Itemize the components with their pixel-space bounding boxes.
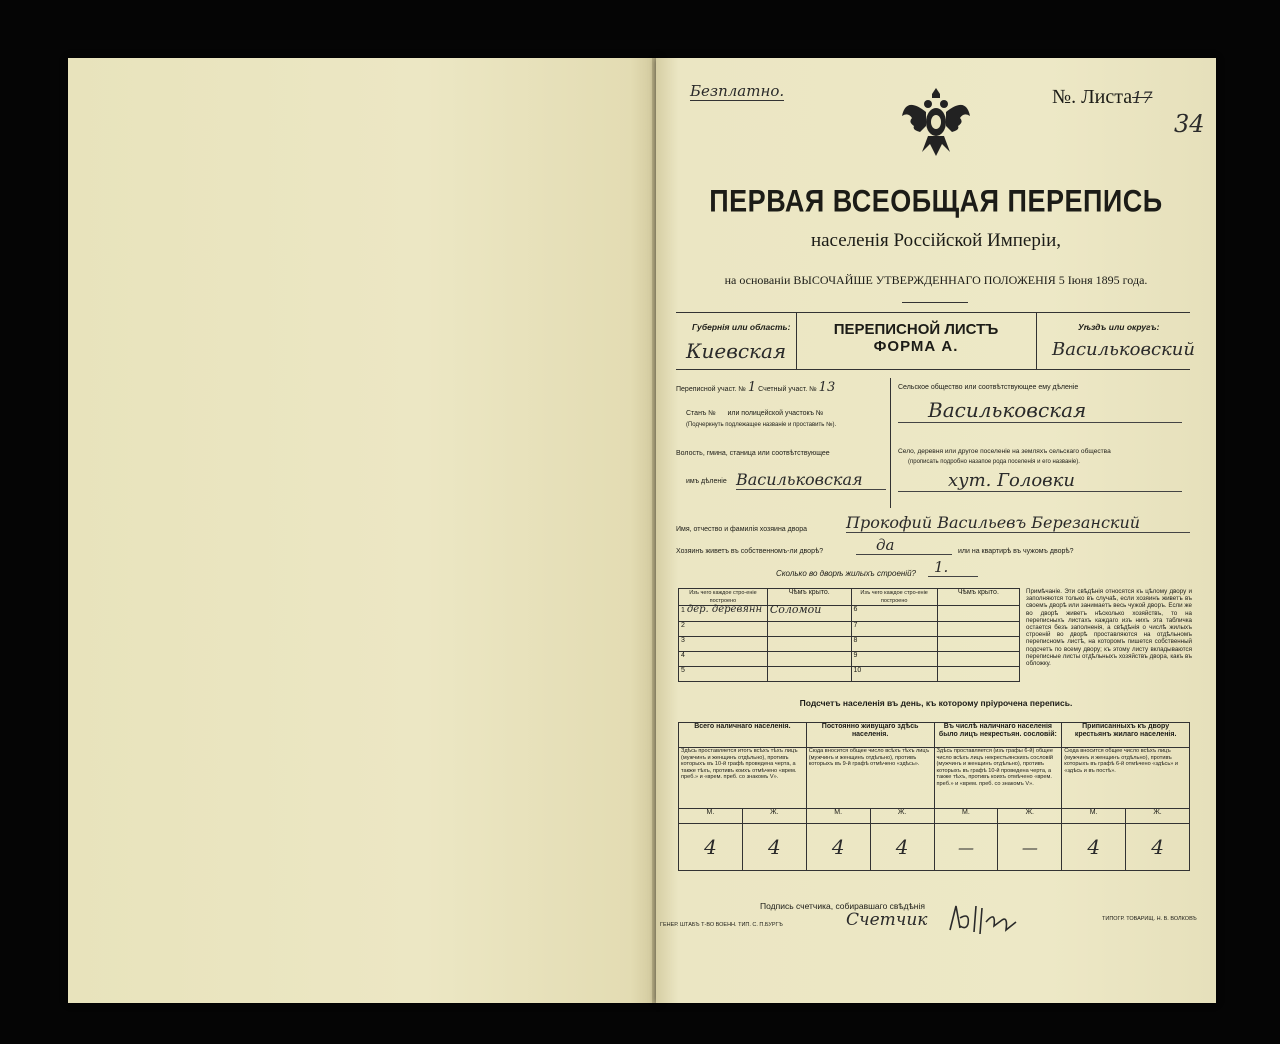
peasant-male-value: 4 xyxy=(1062,824,1126,871)
nonpeasant-female-value: — xyxy=(998,824,1062,871)
owner-lives-value: да xyxy=(856,536,952,555)
village-value: хут. Головки xyxy=(898,470,1182,492)
table-row: 5 10 xyxy=(679,667,1020,682)
col-desc: Сюда вносится общее число всѣхъ лицъ (мужчинъ и женщинъ отдѣльно), противъ которыхъ въ графѣ 6-й отмѣчено «здѣсь» и «здѣсь и въ постѣ». xyxy=(1062,748,1190,809)
page-title: ПЕРВАЯ ВСЕОБЩАЯ ПЕРЕПИСЬ xyxy=(709,183,1163,219)
left-blank-page xyxy=(68,58,660,1003)
legal-basis: на основаніи ВЫСОЧАЙШЕ УТВЕРЖДЕННАГО ПОЛОЖЕНІЯ 5 Іюня 1895 года. xyxy=(724,273,1148,287)
population-heads xyxy=(679,723,1190,748)
male-label: М. xyxy=(934,809,998,824)
society-value: Васильковская xyxy=(898,398,1182,423)
permanent-female-value: 4 xyxy=(870,824,934,871)
total-male-value: 4 xyxy=(679,824,743,871)
sex-labels-row xyxy=(679,809,1190,824)
district-label: Уѣздъ или округъ: xyxy=(1078,322,1160,332)
male-label: М. xyxy=(1062,809,1126,824)
male-label: М. xyxy=(806,809,870,824)
camp-note: (Подчеркнуть подлежащее названіе и проставить №). xyxy=(686,422,837,428)
form-title-cell xyxy=(796,313,1037,369)
society-label: Сельское общество или соотвѣтствующее ему дѣленіе xyxy=(898,384,1079,391)
province-label: Губернія или область: xyxy=(692,322,791,332)
handwritten-sheet-number: 34 xyxy=(1174,110,1205,138)
settlement-block xyxy=(898,378,1188,508)
census-form-page xyxy=(656,58,1216,1003)
volost-label-2: имъ дѣленіе xyxy=(686,478,727,485)
population-title: Подсчетъ населенія въ день, къ которому пріурочена перепись. xyxy=(799,698,1073,708)
owner-rent-label: или на квартирѣ въ чужомъ дворѣ? xyxy=(958,548,1074,555)
col-head-permanent: Постоянно живущаго здѣсь населенія. xyxy=(806,723,934,748)
col-head-total: Всего наличнаго населенія. xyxy=(679,723,807,748)
volost-value: Васильковская xyxy=(736,470,886,490)
female-label: Ж. xyxy=(998,809,1062,824)
nonpeasant-male-value: — xyxy=(934,824,998,871)
col-head-peasant: Приписанныхъ къ двору крестьянъ жилаго населенія. xyxy=(1062,723,1190,748)
signature-scribble xyxy=(946,900,1026,940)
form-subtitle: ФОРМА А. xyxy=(873,338,959,355)
district-cell xyxy=(1036,313,1195,369)
female-label: Ж. xyxy=(1126,809,1190,824)
col-desc: Здѣсь проставляется (изъ графы 6-й) общее число всѣхъ лицъ некрестьянскихъ сословій (мужчинъ и женщинъ отдѣльно), противъ которыхъ въ графѣ 10-й проведена черта, а также тѣхъ, противъ коихъ отмѣчено «врем. преб.» и «врем. преб. со знакомъ V». xyxy=(934,748,1062,809)
table-row: 4 9 xyxy=(679,652,1020,667)
header-material: Изъ чего каждое стро-еніе построено xyxy=(679,589,768,606)
roof-value: Соломой xyxy=(767,606,851,622)
population-values-row xyxy=(679,824,1190,871)
col-desc: Сюда вносится общее число всѣхъ тѣхъ лицъ (мужчинъ и женщинъ отдѣльно), противъ которыхъ въ 9-й графѣ отмѣчено «здѣсь». xyxy=(806,748,934,809)
location-block xyxy=(676,378,891,508)
header-material-2: Изъ чего каждое стро-еніе построено xyxy=(851,589,937,606)
village-label: Село, деревня или другое поселеніе на земляхъ сельскаго общества xyxy=(898,448,1111,455)
free-label: Безплатно. xyxy=(690,82,785,100)
volost-label: Волость, гмина, станица или соотвѣтствующее xyxy=(676,450,830,457)
imperial-eagle-emblem xyxy=(898,82,974,162)
owner-lives-label: Хозяинъ живетъ въ собственномъ-ли дворѣ? xyxy=(676,548,824,555)
total-female-value: 4 xyxy=(742,824,806,871)
printer-imprint-right: ТИПОГР. ТОВАРИЩ. Н. В. ВОЛКОВЪ xyxy=(1102,916,1197,922)
signature-label: Подпись счетчика, собиравшаго свѣдѣнія xyxy=(760,901,925,911)
camp-line: Станъ № или полицейской участокъ № xyxy=(686,410,824,417)
sheet-number: №. Листа17 xyxy=(1052,86,1153,108)
province-cell xyxy=(676,313,797,369)
printer-imprint-left: ГЕНЕР. ШТАБЪ Т-ВО ВОЕНН. ТИП. С. П.БУРГЪ xyxy=(660,922,783,928)
signature-value: Счетчик xyxy=(846,910,928,930)
owner-name-value: Прокофий Васильевъ Березанский xyxy=(846,513,1190,533)
header-roof-2: Чѣмъ крыто. xyxy=(937,589,1019,606)
buildings-count-value: 1. xyxy=(928,558,978,577)
divider xyxy=(902,302,968,303)
section-line: Переписной участ. № 1 Счетный участ. № 13 xyxy=(676,380,836,395)
form-title: ПЕРЕПИСНОЙ ЛИСТЪ xyxy=(833,321,999,338)
district-value: Васильковский xyxy=(1052,339,1195,360)
female-label: Ж. xyxy=(870,809,934,824)
buildings-table-header xyxy=(679,589,1020,606)
female-label: Ж. xyxy=(742,809,806,824)
population-descriptions xyxy=(679,748,1190,809)
population-table xyxy=(678,722,1190,871)
village-note: (прописать подробно назапое рода поселенія и его названіе). xyxy=(908,459,1080,465)
buildings-table xyxy=(678,588,1020,682)
page-subtitle: населенія Россійской Имперіи, xyxy=(810,230,1062,251)
peasant-female-value: 4 xyxy=(1126,824,1190,871)
table-row: 3 8 xyxy=(679,637,1020,652)
permanent-male-value: 4 xyxy=(806,824,870,871)
form-header-block xyxy=(676,312,1195,370)
col-desc: Здѣсь проставляется итогъ всѣхъ тѣхъ лицъ (мужчинъ и женщинъ отдѣльно), противъ которыхъ въ 10-й графѣ проведена черта, а также тѣхъ, противъ коихъ отмѣчено «врем. преб.» и «врем. преб. со знакомъ V». xyxy=(679,748,807,809)
header-roof: Чѣмъ крыто. xyxy=(767,589,851,606)
table-row: 1 дер. деревянн Соломой 6 xyxy=(679,606,1020,622)
province-value: Киевская xyxy=(686,339,787,363)
owner-name-label: Имя, отчество и фамилія хозяина двора xyxy=(676,526,808,533)
buildings-note: Примѣчаніе. Эти свѣдѣнія относятся къ цѣлому двору и заполняются только въ случаѣ, если хозяинъ живетъ въ своемъ дворѣ или занимаетъ весь чужой дворъ. Если же во дворѣ живетъ нѣсколько хозяйствъ, то на переписныхъ листахъ каждаго изъ нихъ эта табличка остается безъ заполненія, а свѣдѣнія о числѣ жилыхъ строеній во дворѣ проставляются на отдѣльномъ переписномъ листѣ, на которомъ пишется собственный подсчетъ по всему двору; къ этому листу вкладываются переписные листы отдѣльныхъ хозяйствъ двора, какъ въ обложку. xyxy=(1026,588,1192,668)
buildings-count-label: Сколько во дворѣ жилыхъ строеній? xyxy=(776,569,916,578)
table-row: 2 7 xyxy=(679,622,1020,637)
male-label: М. xyxy=(679,809,743,824)
col-head-nonpeasant: Въ числѣ наличнаго населенія было лицъ некрестьян. сословій: xyxy=(934,723,1062,748)
